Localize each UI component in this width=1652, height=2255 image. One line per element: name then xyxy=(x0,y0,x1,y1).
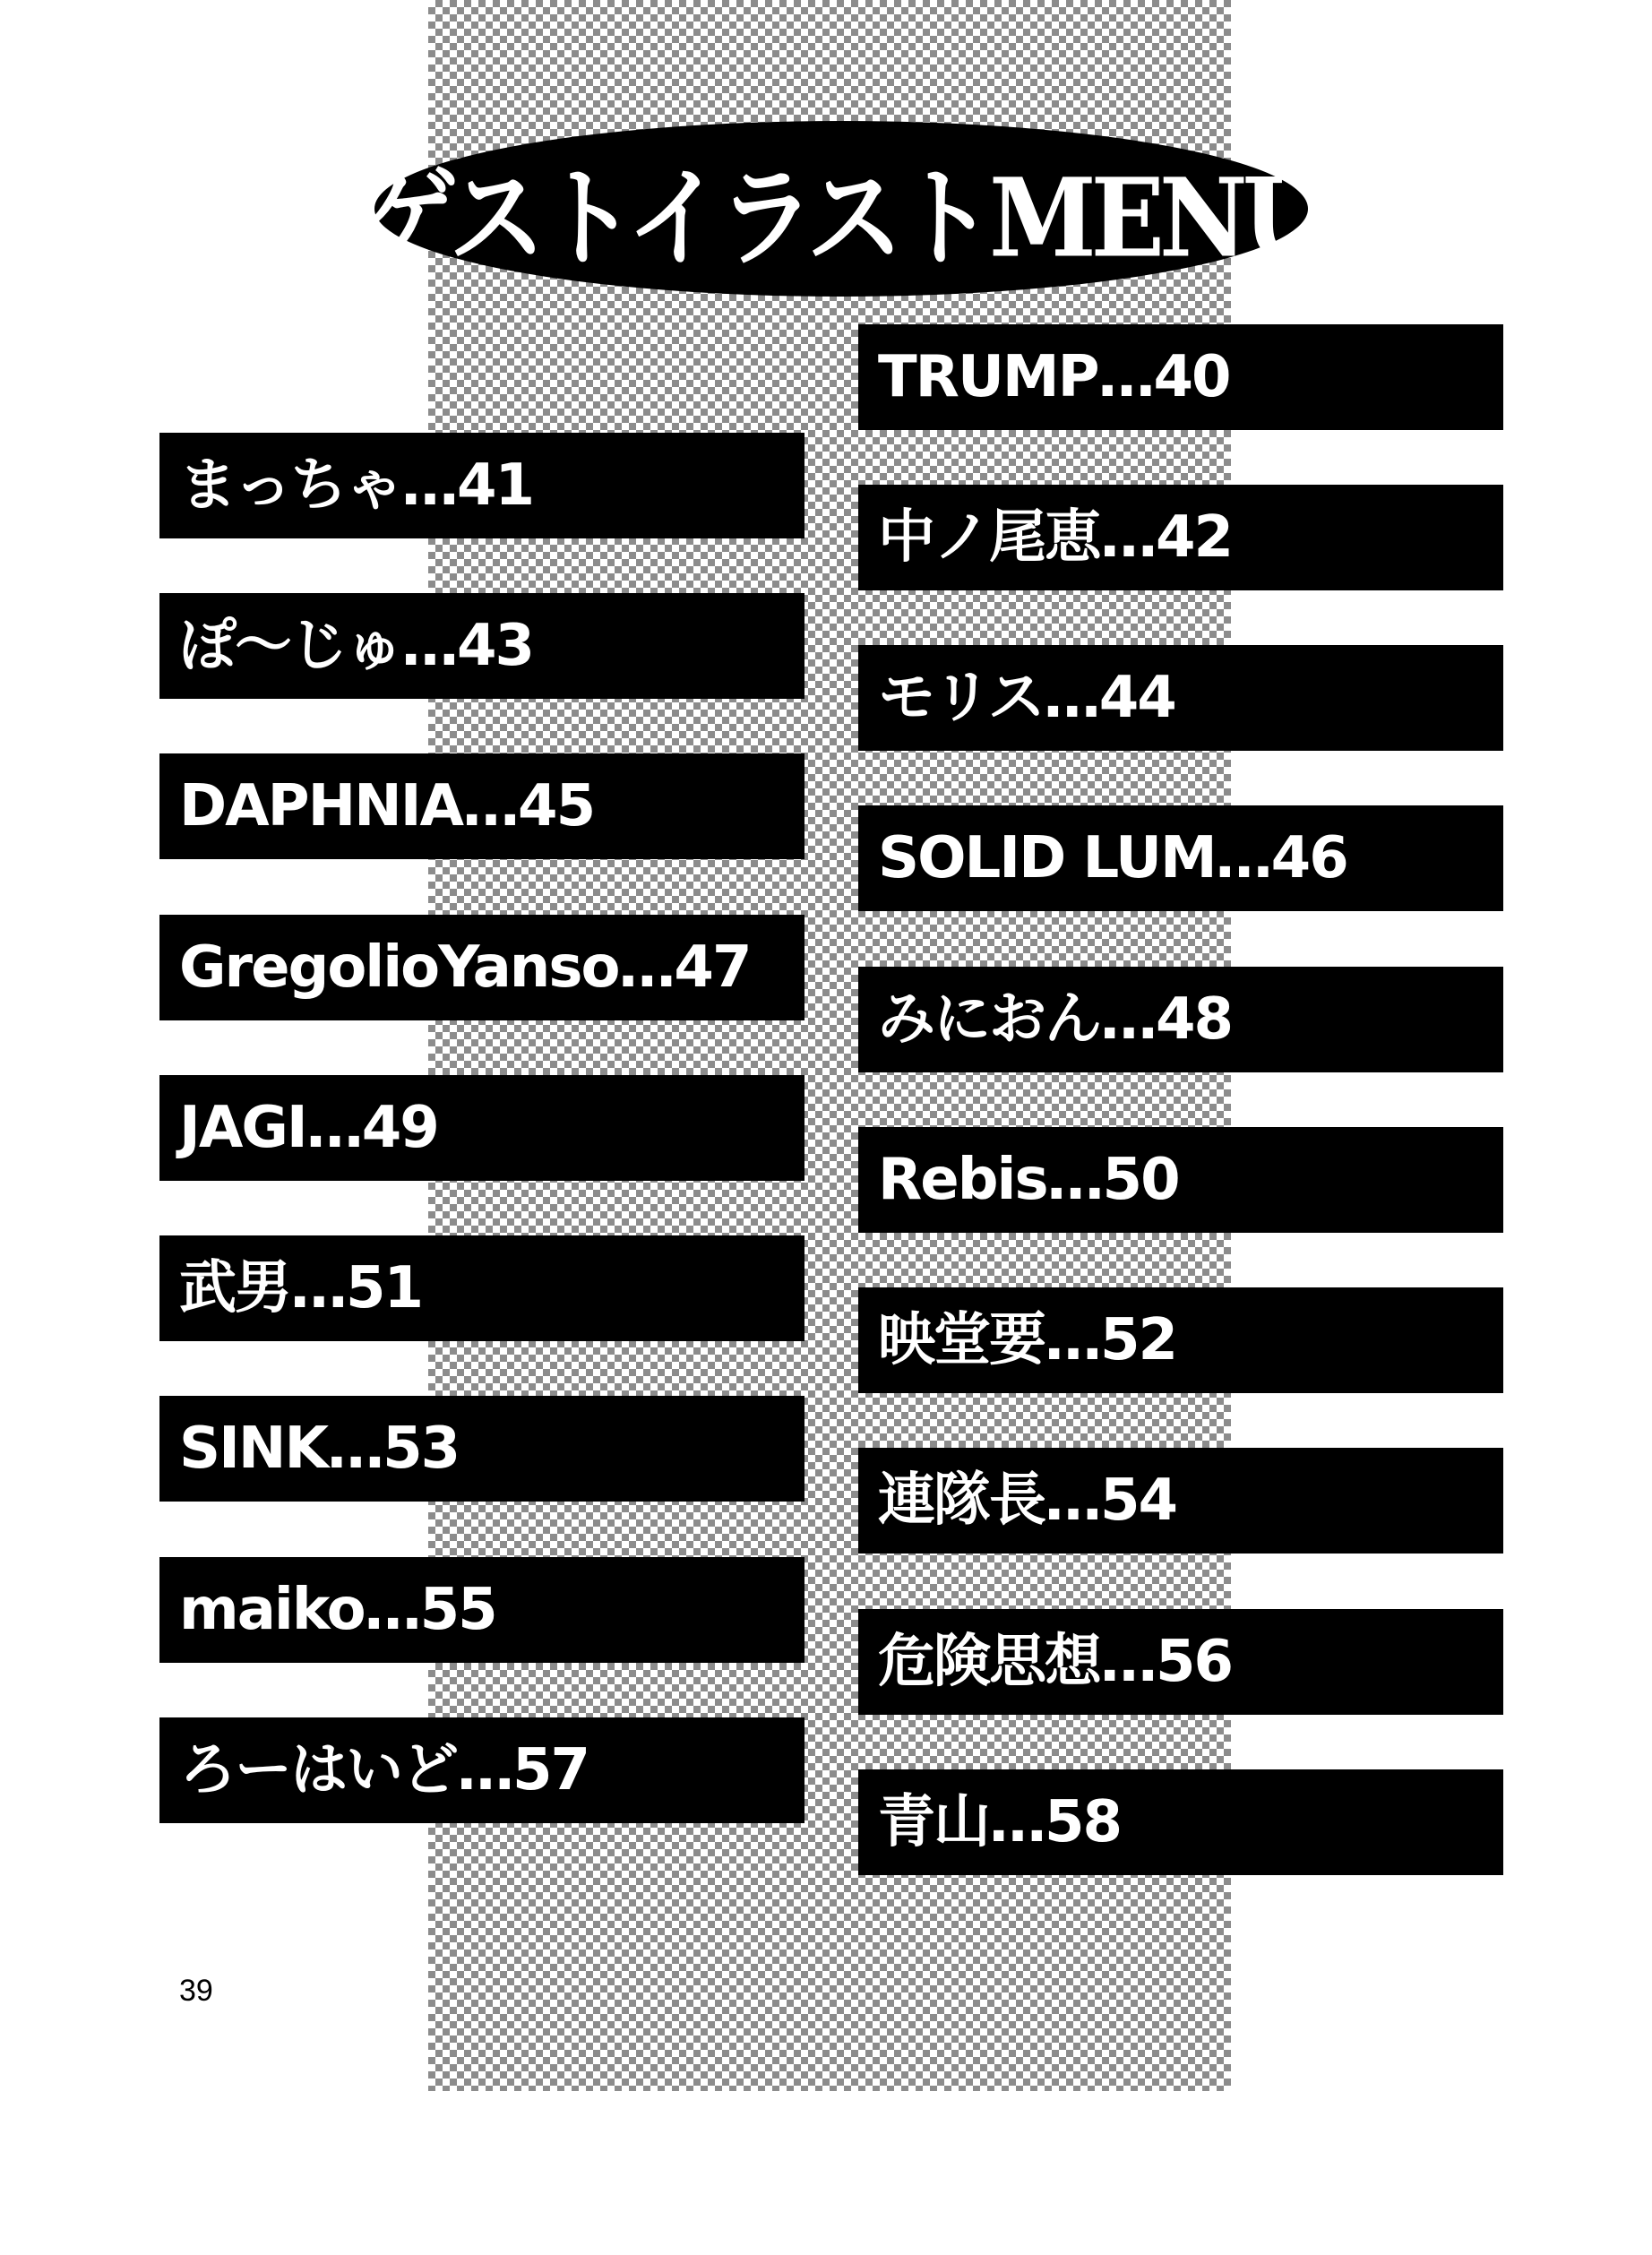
entry-label: みにおん…48 xyxy=(878,986,1233,1053)
entry-label: 青山…58 xyxy=(878,1789,1122,1855)
menu-entry-left xyxy=(159,753,804,859)
menu-entry-left xyxy=(159,1557,804,1663)
menu-entry-right xyxy=(858,645,1503,751)
entry-label: maiko…55 xyxy=(179,1577,496,1643)
menu-entry-left xyxy=(159,1717,804,1823)
entry-label: ぽ〜じゅ…43 xyxy=(179,613,534,679)
menu-entry-right xyxy=(858,967,1503,1072)
entry-label: 武男…51 xyxy=(179,1255,423,1321)
menu-entry-right xyxy=(858,805,1503,911)
menu-entry-right xyxy=(858,1769,1503,1875)
entry-label: JAGI…49 xyxy=(179,1095,438,1161)
menu-entry-right xyxy=(858,1127,1503,1233)
entry-label: GregolioYanso…47 xyxy=(179,934,751,1001)
menu-entry-right xyxy=(858,1287,1503,1393)
entry-label: 危険思想…56 xyxy=(878,1629,1233,1695)
menu-entry-left xyxy=(159,433,804,538)
entry-label: 中ノ尾恵…42 xyxy=(878,504,1233,571)
page-number: 39 xyxy=(179,1974,213,2008)
menu-entry-right xyxy=(858,324,1503,430)
entry-label: 連隊長…54 xyxy=(878,1467,1177,1534)
entry-label: まっちゃ…41 xyxy=(179,452,534,519)
menu-entry-right xyxy=(858,485,1503,590)
entry-label: ろーはいど…57 xyxy=(179,1737,589,1803)
menu-entry-left xyxy=(159,1396,804,1502)
menu-entry-left xyxy=(159,1235,804,1341)
entry-label: モリス…44 xyxy=(878,665,1175,731)
entry-label: Rebis…50 xyxy=(878,1147,1179,1213)
entry-label: TRUMP…40 xyxy=(878,344,1230,410)
entry-label: SOLID LUM…46 xyxy=(878,825,1347,891)
entry-label: 映堂要…52 xyxy=(878,1307,1177,1373)
page-title: ゲストイラストMENU xyxy=(361,155,1321,282)
menu-entry-left xyxy=(159,593,804,699)
menu-entry-left xyxy=(159,915,804,1020)
menu-entry-right xyxy=(858,1609,1503,1715)
menu-entry-left xyxy=(159,1075,804,1181)
entry-label: DAPHNIA…45 xyxy=(179,773,595,839)
title-oval xyxy=(361,121,1321,297)
entry-label: SINK…53 xyxy=(179,1416,460,1482)
menu-entry-right xyxy=(858,1448,1503,1554)
